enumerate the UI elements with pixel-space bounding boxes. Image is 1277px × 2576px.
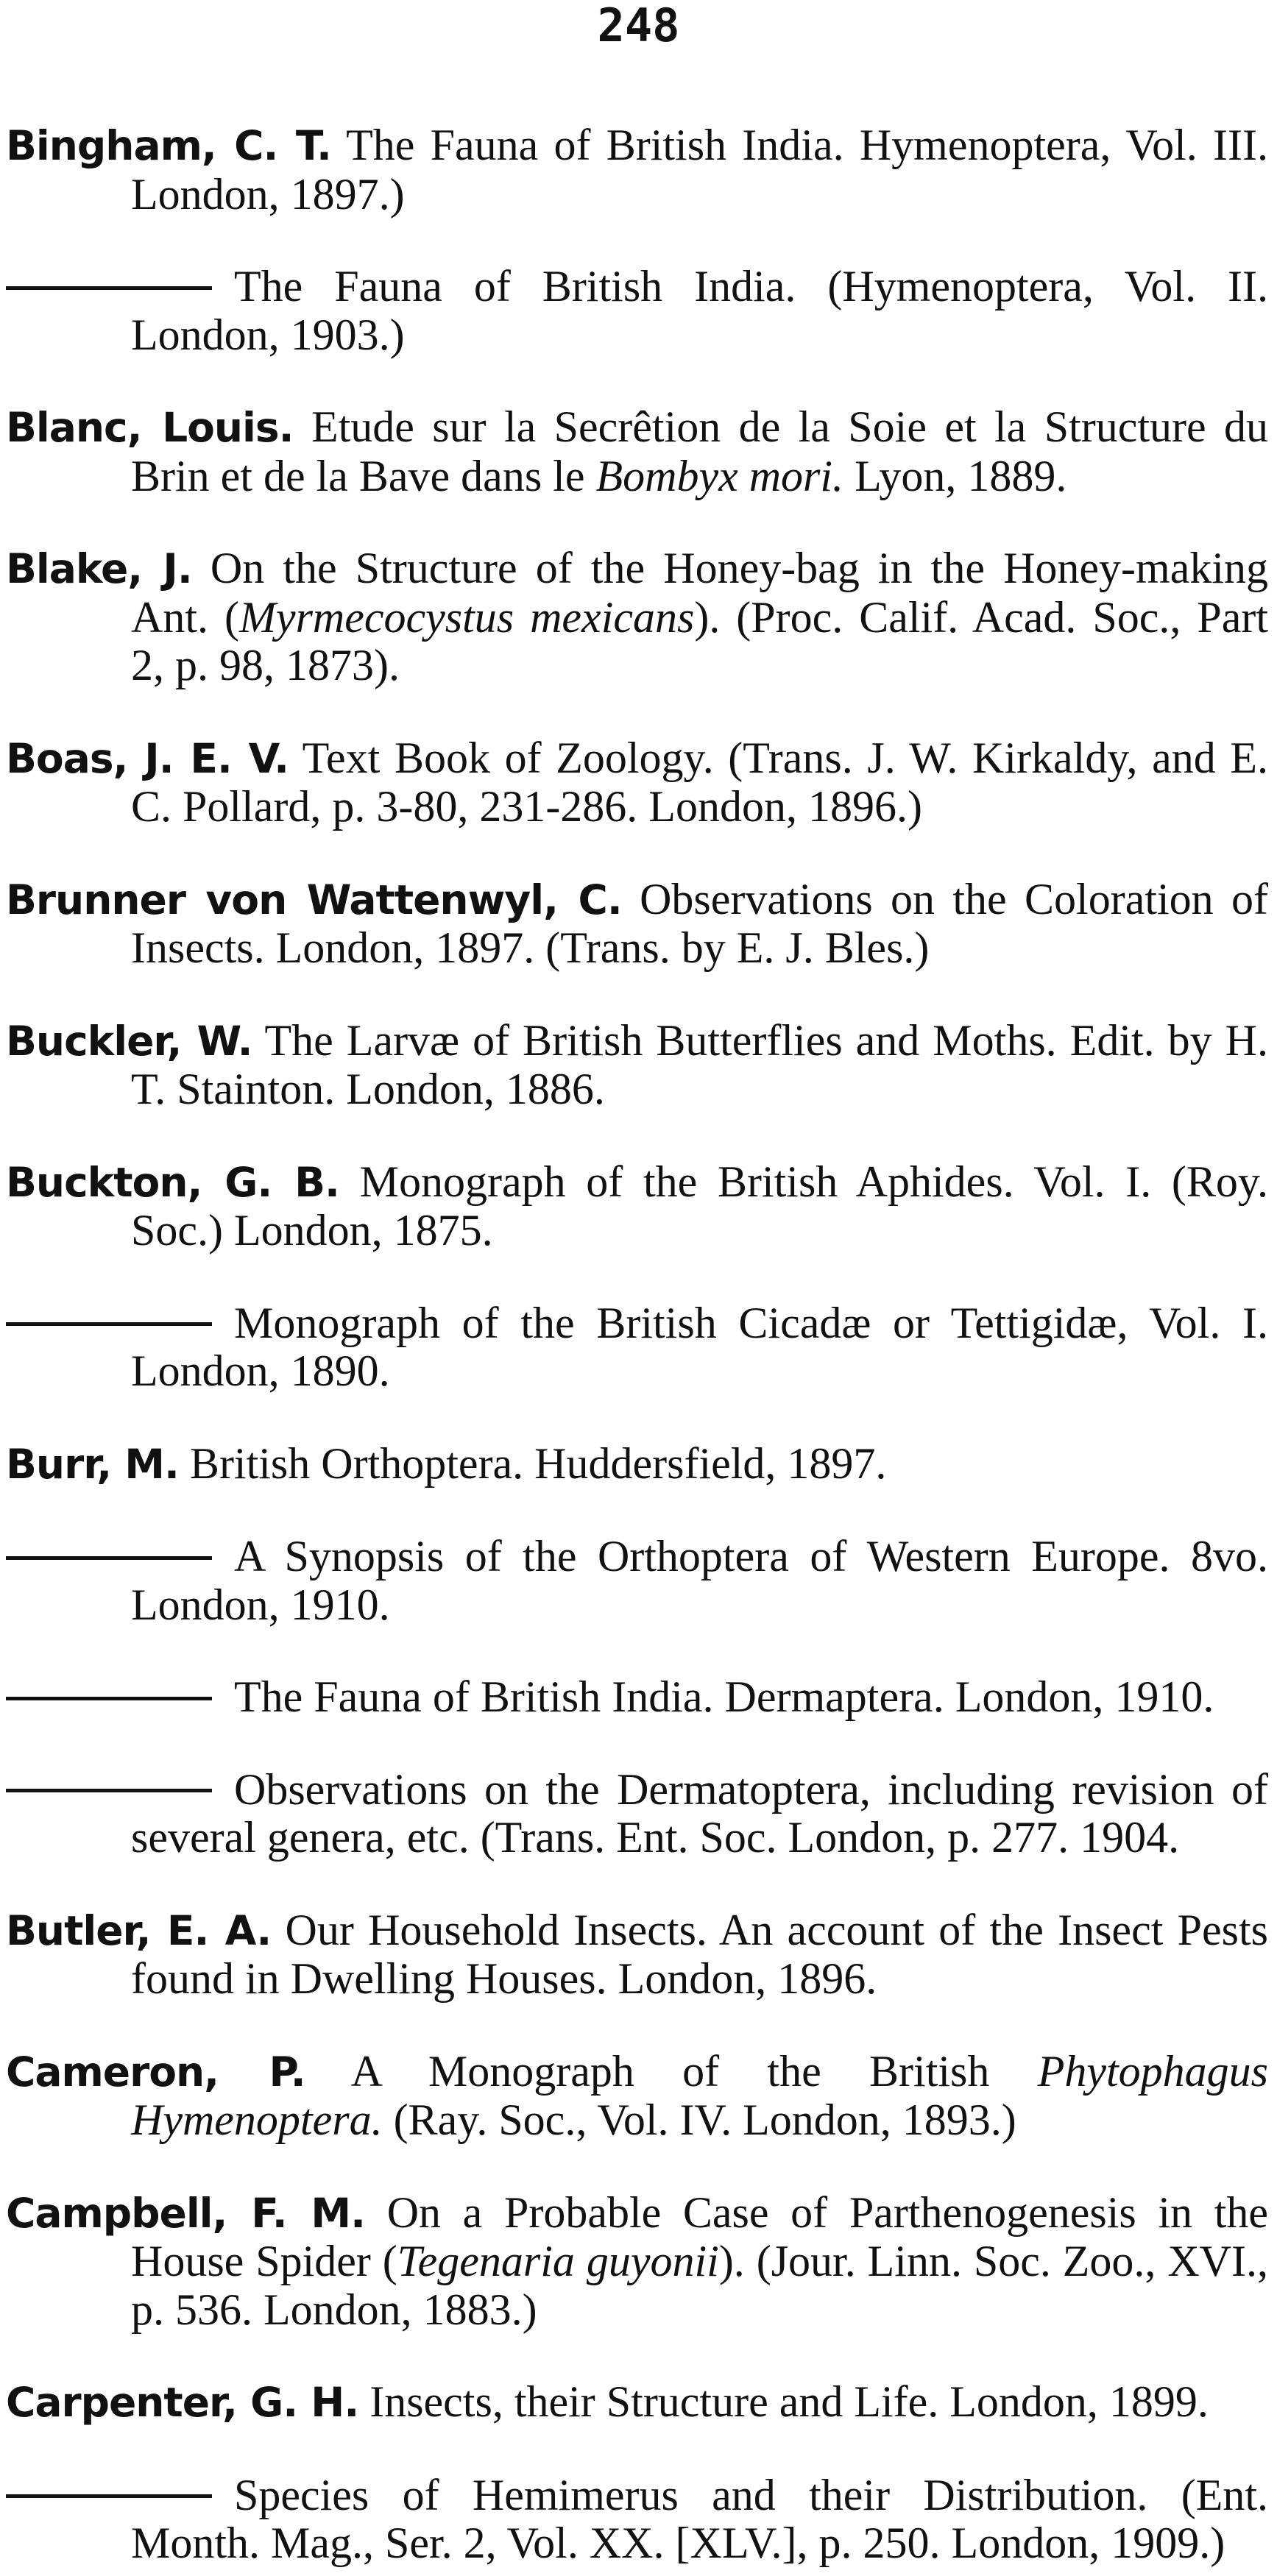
entry-text: Text Book of Zoology. (Trans. J. W. Kirkaldy, and E. C. Pollard, p. 3-80, 231-286. London, 1896.) [131,733,1268,831]
entry-text: Species of Hemimerus and their Distribution. (Ent. Month. Mag., Ser. 2, Vol. XX. [XLV.], p. 250. London, 1909.) [131,2470,1268,2567]
entry-author: Brunner von Wattenwyl, C. [6,876,622,923]
entry-italic-title: Bombyx mori. [595,451,844,500]
entry-text: Insects, their Structure and Life. London, 1899. [369,2377,1209,2426]
bibliography-entry [6,403,1268,500]
entry-author: Blanc, Louis. [6,404,294,451]
bibliography-entry [6,121,1268,219]
bibliography-entry [6,1673,1268,1722]
entry-text: Monograph of the British Aphides. Vol. I. (Roy. Soc.) London, 1875. [131,1157,1269,1255]
entry-text: The Fauna of British India. (Hymenoptera, Vol. II. London, 1903.) [131,262,1268,359]
entry-text: (Ray. Soc., Vol. IV. London, 1893.) [393,2096,1016,2144]
bibliography-entry [6,1299,1268,1396]
entry-text: A Synopsis of the Orthoptera of Western Europe. 8vo. London, 1910. [131,1532,1268,1629]
entry-italic-title: Phytophagus Hymenoptera. [131,2046,1268,2144]
bibliography-entry [6,876,1268,973]
entry-author: Buckler, W. [6,1017,252,1065]
entry-text: Lyon, 1889. [855,451,1067,500]
entry-text: The Fauna of British India. Hymenoptera, Vol. III. London, 1897.) [131,121,1269,219]
entry-text: ). (Jour. Linn. Soc. Zoo., XVI., p. 536. London, 1883.) [131,2237,1268,2334]
ditto-dash [6,1789,212,1792]
entry-author: Burr, M. [6,1440,179,1488]
bibliography-list [6,121,1268,2576]
entry-text: The Fauna of British India. Dermaptera. London, 1910. [234,1672,1214,1721]
bibliography-entry [6,263,1268,359]
entry-author: Blake, J. [6,545,192,592]
entry-text: On the Structure of the Honey-bag in the Honey-making Ant. ( [131,544,1268,642]
ditto-dash [6,1697,212,1700]
entry-author: Boas, J. E. V. [6,734,289,782]
entry-text: Etude sur la Secrêtion de la Soie et la Structure du Brin et de la Bave dans le [131,402,1268,500]
bibliography-entry [6,1158,1268,1255]
bibliography-entry [6,2048,1268,2145]
entry-text: The Larvæ of British Butterflies and Moths. Edit. by H. T. Stainton. London, 1886. [131,1015,1268,1113]
bibliography-entry [6,544,1268,690]
entry-italic-title: Myrmecocystus mexicans [238,592,695,642]
bibliography-entry [6,1017,1268,1114]
bibliography-entry [6,1906,1268,2004]
entry-text: Observations on the Coloration of Insects. London, 1897. (Trans. by E. J. Bles.) [131,874,1268,972]
page-number: 248 [597,0,680,52]
bibliography-entry [6,2472,1268,2568]
entry-text: ). (Proc. Calif. Acad. Soc., Part 2, p. 98, 1873). [131,592,1268,689]
ditto-dash [6,1556,212,1560]
bibliography-entry [6,1766,1268,1862]
bibliography-entry [6,734,1268,831]
ditto-dash [6,1322,212,1326]
entry-author: Cameron, P. [6,2048,305,2096]
bibliography-entry [6,1533,1268,1629]
entry-author: Butler, E. A. [6,1906,272,1954]
entry-text: Observations on the Dermatoptera, including revision of several genera, etc. (Trans. Ent. Soc. London, p. 277. 1904. [131,1764,1268,1862]
entry-author: Carpenter, G. H. [6,2379,359,2426]
ditto-dash [6,2494,212,2498]
entry-text: Monograph of the British Cicadæ or Tettigidæ, Vol. I. London, 1890. [131,1298,1268,1395]
entry-text: A Monograph of the British [350,2046,990,2096]
entry-author: Buckton, G. B. [6,1158,339,1206]
entry-text: British Orthoptera. Huddersfield, 1897. [189,1438,887,1488]
entry-author: Bingham, C. T. [6,122,331,169]
bibliography-entry [6,2189,1268,2335]
ditto-dash [6,286,212,290]
bibliography-entry [6,1440,1268,1489]
entry-text: On a Probable Case of Parthenogenesis in the House Spider ( [131,2188,1269,2285]
bibliography-entry [6,2378,1268,2427]
entry-text: Our Household Insects. An account of the Insect Pests found in Dwelling Houses. London, 1896. [131,1905,1268,2003]
entry-italic-title: Tegenaria guyonii [397,2237,719,2285]
entry-author: Campbell, F. M. [6,2189,366,2237]
